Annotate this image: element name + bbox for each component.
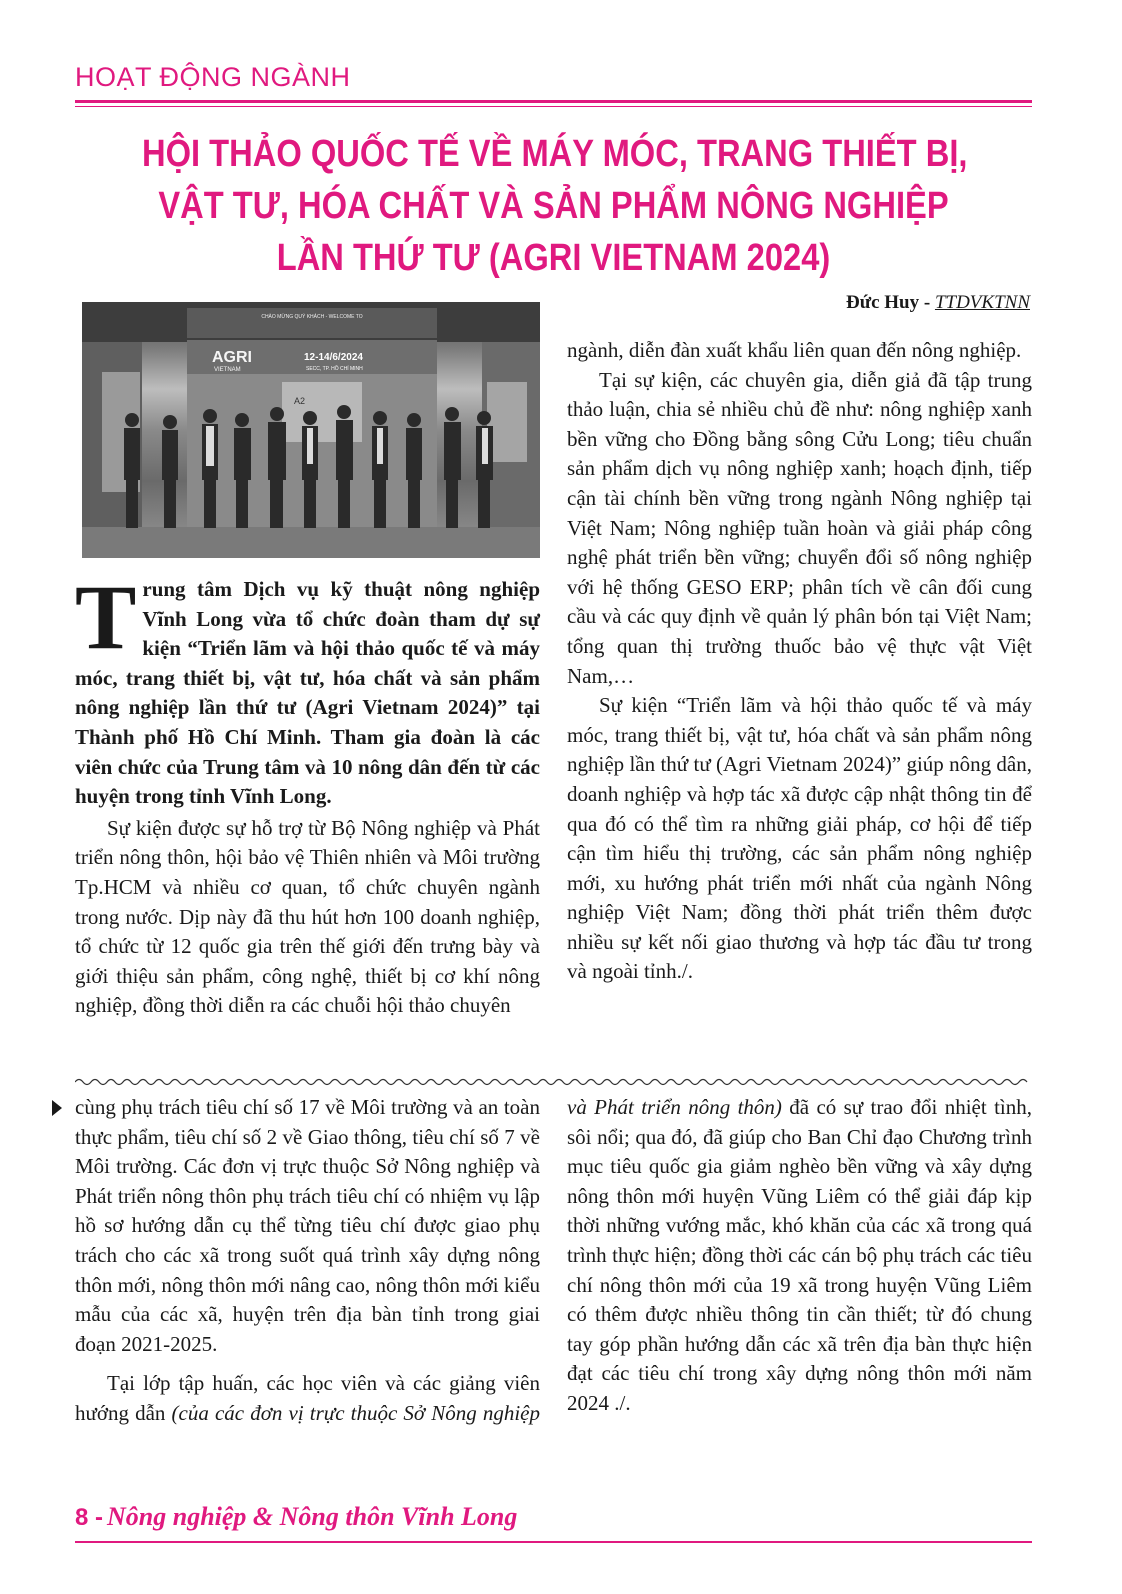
photo-date: 12-14/6/2024 (304, 352, 363, 363)
byline-author: Đức Huy (845, 292, 920, 313)
byline-separator: - (919, 292, 935, 313)
photo-brand: AGRI (212, 349, 252, 366)
event-photo (82, 302, 540, 558)
article1-left-column (75, 566, 540, 1021)
byline-org: TTDVKTNN (934, 292, 1030, 313)
article1-right-column (567, 336, 1032, 987)
body-text-italic: (của các đơn vị trực thuộc Sở Nông nghiệp và Phát triển nông thôn) (171, 1095, 782, 1425)
footer-rule (75, 1541, 1032, 1543)
lead-paragraph (75, 566, 540, 812)
page-footer (75, 1502, 517, 1532)
wavy-divider (75, 1077, 1032, 1087)
headline-line-2: VẬT TƯ, HÓA CHẤT VÀ SẢN PHẨM NÔNG NGHIỆP (158, 185, 949, 227)
photo-banner-text: CHÀO MỪNG QUÝ KHÁCH - WELCOME TO (261, 314, 363, 320)
body-paragraph: Sự kiện “Triển lãm và hội thảo quốc tế và máy móc, trang thiết bị, vật tư, hóa chất và sản phẩm nông nghiệp lần thứ tư (Agri Vietnam 2024)” giúp nông dân, doanh nghiệp và hợp tác xã được cập nhật thông tin để qua đó có thể tìm ra những giải pháp, cơ hội để tiếp cận tìm hiểu thị trường, các sản phẩm nông nghiệp mới, xu hướng phát triển mới nhất của ngành Nông nghiệp Việt Nam; đồng thời phát triển thêm được nhiều sự kết nối giao thương và hợp tác đầu tư trong và ngoài tỉnh./. (567, 693, 1032, 984)
page-number: 8 - (75, 1504, 104, 1531)
body-paragraph: cùng phụ trách tiêu chí số 17 về Môi trường và an toàn thực phẩm, tiêu chí số 2 về Giao thông, tiêu chí số 7 về Môi trường. Các đơn vị trực thuộc Sở Nông nghiệp và Phát triển nông thôn phụ trách tiêu chí có nhiệm vụ lập hồ sơ hướng dẫn cụ thể từng tiêu chí được giao phụ trách cho các xã trong suốt quá trình xây dựng nông thôn mới, nông thôn mới nâng cao, nông thôn mới kiểu mẫu của các xã, huyện trên địa bàn tỉnh trong giai đoạn 2021-2025. (75, 1095, 540, 1356)
magazine-title: Nông nghiệp & Nông thôn Vĩnh Long (107, 1502, 518, 1531)
body-text: đã có sự trao đổi nhiệt tình, sôi nổi; qua đó, đã giúp cho Ban Chỉ đạo Chương trình mục tiêu quốc gia giảm nghèo bền vững và xây dựng nông thôn mới huyện Vũng Liêm có thể giải đáp kịp thời những vướng mắc, khó khăn của các xã trong quá trình thực hiện; đồng thời các cán bộ phụ trách các tiêu chí nông thôn mới của 19 xã trong huyện Vũng Liêm có thêm được nhiều thông tin cần thiết; từ đó chung tay góp phần hướng dẫn các xã trên địa bàn thực hiện đạt các tiêu chí trong xây dựng nông thôn mới năm 2024 ./. (567, 1095, 1032, 1415)
photo-venue: SECC, TP. HỒ CHÍ MINH (306, 366, 363, 372)
body-text: Tại lớp tập huấn, các học viên và các giảng viên hướng dẫn (75, 1371, 540, 1425)
photo-illustration (82, 302, 540, 558)
article-headline (141, 128, 968, 284)
continuation-marker-icon (52, 1100, 62, 1116)
lead-text: rung tâm Dịch vụ kỹ thuật nông nghiệp Vĩnh Long vừa tổ chức đoàn tham dự sự kiện “Triển lãm và hội thảo quốc tế và máy móc, trang thiết bị, vật tư, hóa chất và sản phẩm nông nghiệp lần thứ tư (Agri Vietnam 2024)” tại Thành phố Hồ Chí Minh. Tham gia đoàn là các viên chức của Trung tâm và 10 nông dân đến từ các huyện trong tỉnh Vĩnh Long. (75, 577, 540, 809)
header-rule (75, 100, 1032, 103)
headline-line-3: LẦN THỨ TƯ (AGRI VIETNAM 2024) (276, 237, 831, 279)
body-paragraph: Sự kiện được sự hỗ trợ từ Bộ Nông nghiệp và Phát triển nông thôn, hội bảo vệ Thiên nhiên và Môi trường Tp.HCM và nhiều cơ quan, tổ chức chuyên ngành trong nước. Dịp này đã thu hút hơn 100 doanh nghiệp, tổ chức từ 12 quốc gia trên thế giới đến trưng bày và giới thiệu sản phẩm, công nghệ, thiết bị cơ khí nông nghiệp, đồng thời diễn ra các chuỗi hội thảo chuyên (75, 815, 540, 1018)
drop-cap: T (75, 566, 137, 668)
photo-brand-sub: VIETNAM (214, 367, 241, 373)
header-rule-thin (75, 106, 1032, 107)
body-paragraph: Tại sự kiện, các chuyên gia, diễn giả đã tập trung thảo luận, chia sẻ nhiều chủ đề như: nông nghiệp xanh bền vững cho Đồng bằng sông Cửu Long; tiêu chuẩn sản phẩm dịch vụ nông nghiệp xanh; hoạch định, tiếp cận tài chính bền vững trong ngành Nông nghiệp tại Việt Nam; Nông nghiệp tuần hoàn và giải pháp công nghệ phát triển bền vững; chuyển đổi số nông nghiệp với hệ thống GESO ERP; phân tích về cân đối cung cầu và các quy định về quản lý phân bón tại Việt Nam; tổng quan thị trường thuốc bảo vệ thực vật Việt Nam,… (567, 367, 1032, 688)
article2-columns (75, 1093, 1032, 1449)
photo-hall-sign: A2 (294, 396, 306, 406)
section-label: HOẠT ĐỘNG NGÀNH (75, 62, 351, 92)
headline-line-1: HỘI THẢO QUỐC TẾ VỀ MÁY MÓC, TRANG THIẾT BỊ, (141, 133, 968, 175)
body-paragraph: ngành, diễn đàn xuất khẩu liên quan đến nông nghiệp. (567, 338, 1022, 362)
byline (846, 292, 1030, 314)
